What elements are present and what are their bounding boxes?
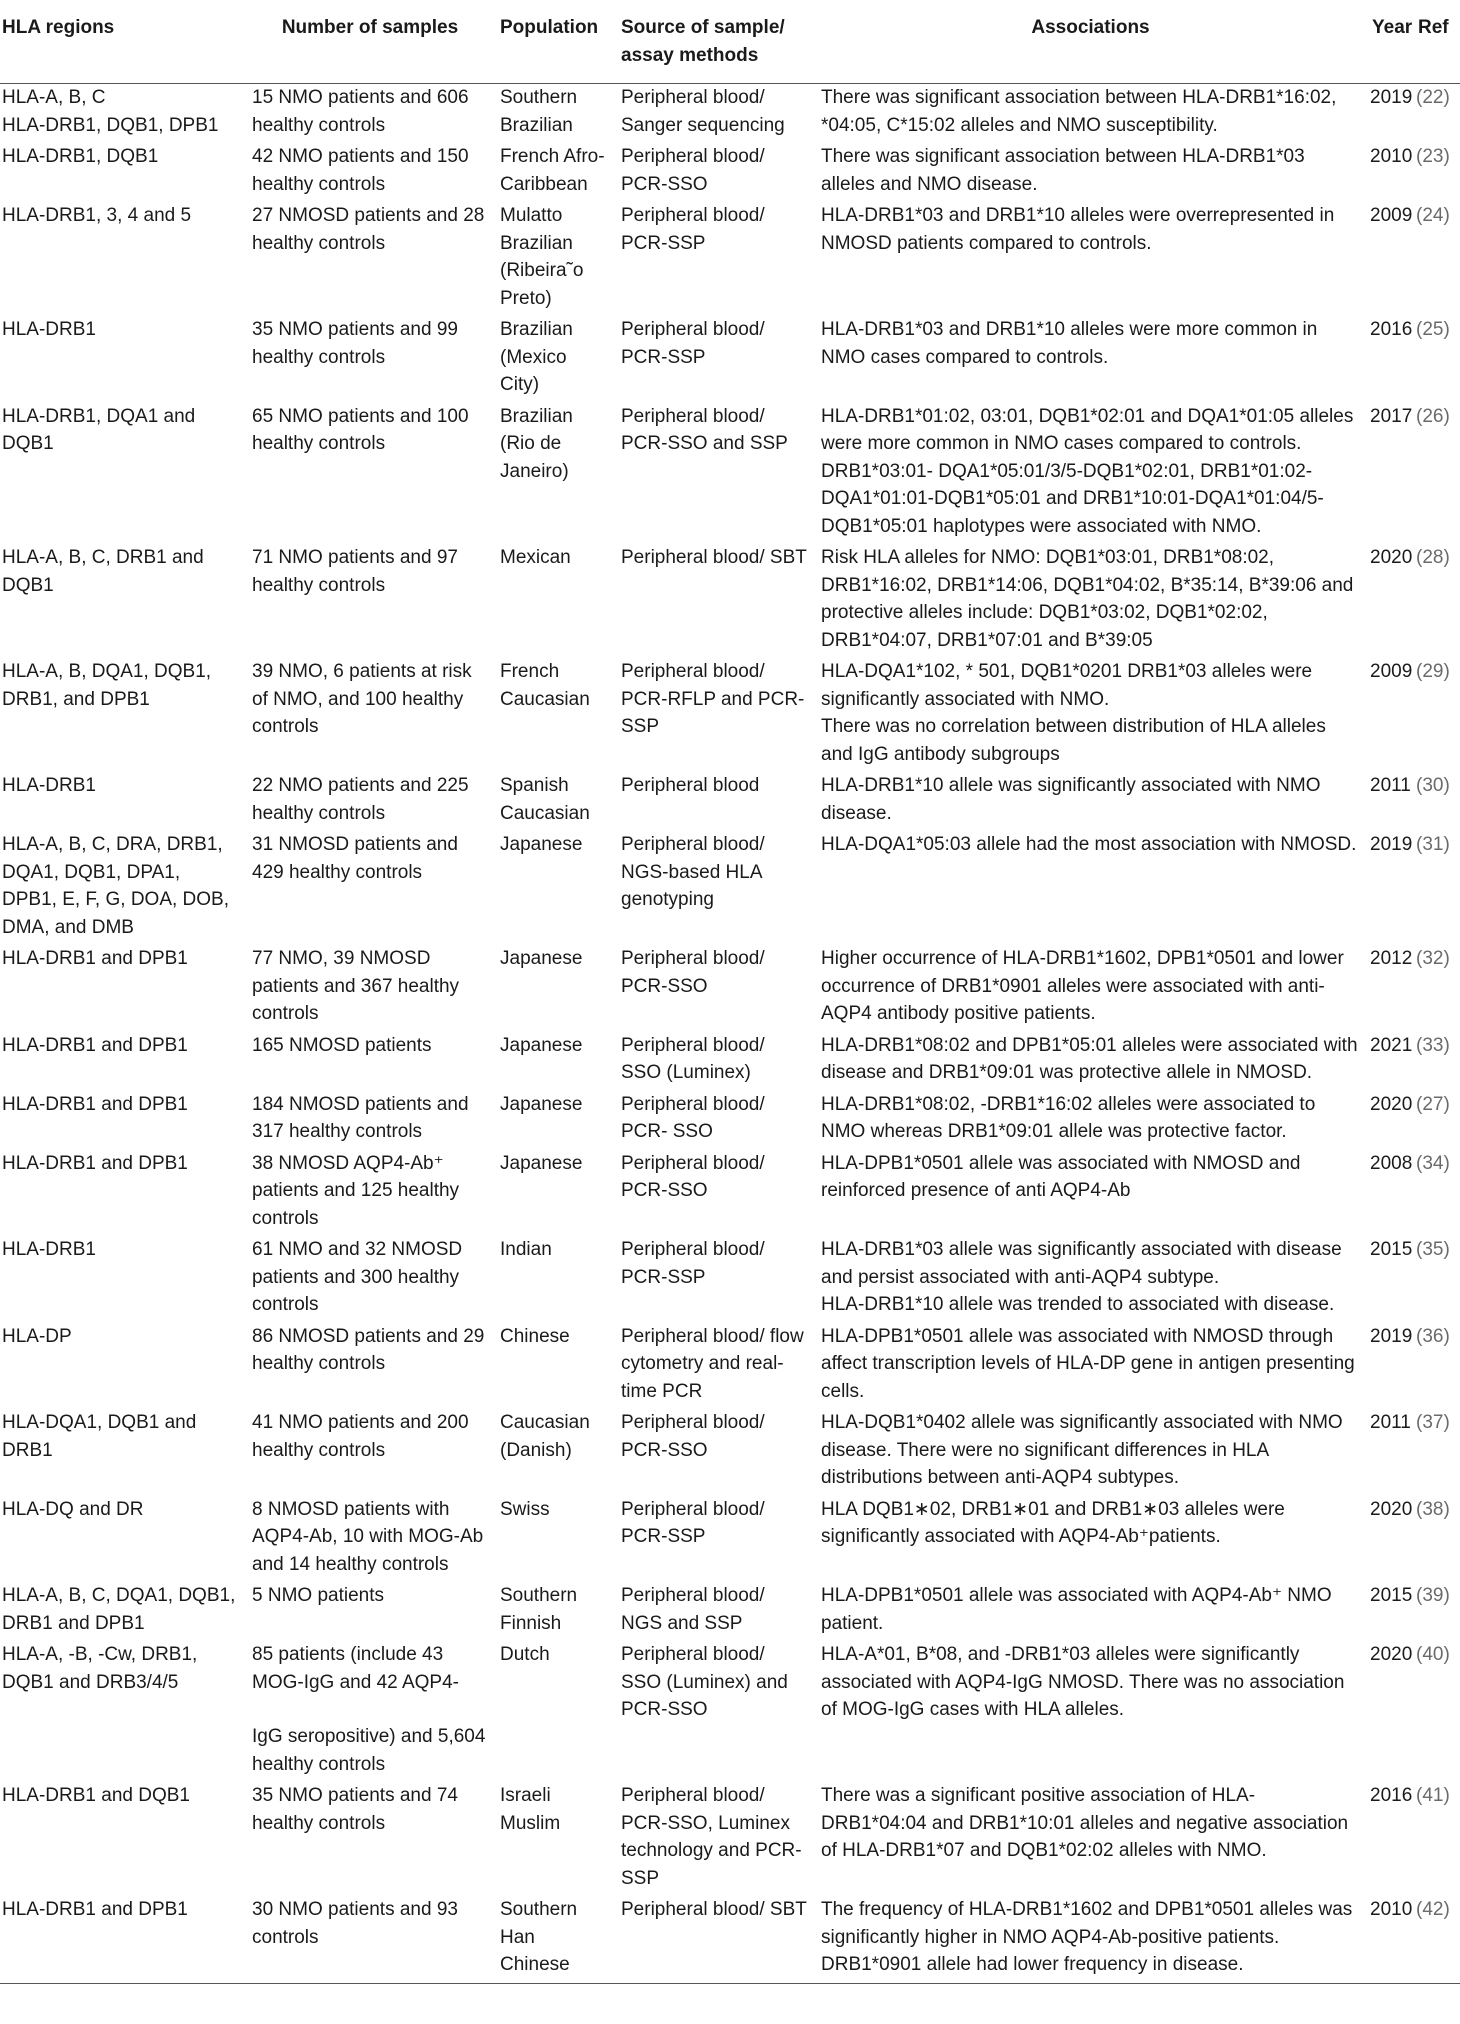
cell-population: Indian <box>500 1239 552 1260</box>
cell-ref: (34) <box>1416 1152 1450 1174</box>
cell-hla-regions <box>0 143 246 202</box>
cell-hla-regions-line: HLA-DRB1 <box>2 1239 96 1260</box>
cell-associations <box>815 143 1366 202</box>
cell-ref: (33) <box>1416 1034 1450 1056</box>
cell-hla-regions-line: HLA-A, B, C, DRB1 and DQB1 <box>2 547 204 596</box>
cell-source: Peripheral blood/ PCR-SSO, Luminex technology and PCR-SSP <box>621 1785 802 1889</box>
cell-population: Chinese <box>500 1325 570 1347</box>
cell-number-of-samples: 30 NMO patients and 93 controls <box>246 1896 494 1983</box>
table-row <box>0 1323 1460 1410</box>
cell-associations <box>815 316 1366 403</box>
cell-hla-regions <box>0 1496 246 1583</box>
cell-number-of-samples: 65 NMO patients and 100 healthy controls <box>252 405 469 454</box>
cell-associations <box>815 1496 1366 1583</box>
cell-hla-regions <box>0 1582 246 1641</box>
cell-number-of-samples <box>246 1641 494 1782</box>
cell-ref: (27) <box>1416 1093 1450 1115</box>
cell-hla-regions <box>0 658 246 772</box>
cell-hla-regions-line: HLA-DRB1 and DPB1 <box>2 1899 188 1920</box>
cell-population: Southern Brazilian <box>500 87 578 136</box>
cell-source: Peripheral blood/ PCR-SSO <box>621 1412 765 1461</box>
cell-source: Peripheral blood/ PCR- SSO <box>621 1093 765 1142</box>
cell-year: 2020 <box>1370 1498 1413 1520</box>
cell-number-of-samples: 165 NMOSD patients <box>252 1034 432 1056</box>
hla-associations-table <box>0 8 1460 1984</box>
cell-hla-regions <box>0 831 246 945</box>
cell-hla-regions-line: HLA-A, B, C <box>2 87 106 108</box>
cell-hla-regions-line: HLA-DQA1, DQB1 and DRB1 <box>2 1412 197 1461</box>
cell-year: 2015 <box>1370 1239 1413 1260</box>
cell-associations <box>815 1032 1366 1091</box>
table-row <box>0 84 1460 144</box>
cell-associations <box>815 1236 1366 1323</box>
cell-associations-line: HLA-DRB1*10 allele was significantly associated with NMO disease. <box>821 775 1321 824</box>
cell-associations <box>815 1782 1366 1896</box>
cell-hla-regions <box>0 544 246 658</box>
header-number-of-samples: Number of samples <box>246 8 494 84</box>
cell-population: Brazilian (Mexico City) <box>500 319 573 395</box>
cell-hla-regions <box>0 1641 246 1782</box>
table-row <box>0 143 1460 202</box>
cell-associations <box>815 1323 1366 1410</box>
cell-population: Mulatto Brazilian (Ribeira˜o Preto) <box>500 205 584 309</box>
cell-associations-line: HLA-DQA1*05:03 allele had the most association with NMOSD. <box>821 834 1357 855</box>
cell-ref: (26) <box>1416 405 1450 427</box>
cell-number-of-samples: 61 NMO and 32 NMOSD patients and 300 healthy controls <box>252 1239 463 1315</box>
cell-hla-regions-line: HLA-DRB1, DQB1, DPB1 <box>2 114 219 136</box>
table-row <box>0 1150 1460 1237</box>
header-row <box>0 8 1460 84</box>
cell-source: Peripheral blood/ SSO (Luminex) <box>621 1034 765 1083</box>
cell-associations-line: The frequency of HLA-DRB1*1602 and DPB1*0501 alleles was significantly higher in NMO AQP4-Ab-positive patients. DRB1*0901 allele had lower frequency in disease. <box>821 1899 1353 1975</box>
cell-source: Peripheral blood/ SBT <box>615 1896 815 1983</box>
cell-source: Peripheral blood/ PCR-RFLP and PCR-SSP <box>621 661 805 737</box>
cell-hla-regions <box>0 945 246 1032</box>
cell-number-of-samples: 35 NMO patients and 74 healthy controls <box>252 1785 458 1834</box>
cell-associations <box>815 1409 1366 1496</box>
cell-number-of-samples: 39 NMO, 6 patients at risk of NMO, and 100 healthy controls <box>252 661 472 737</box>
cell-population: Swiss <box>500 1498 550 1520</box>
cell-associations-line: HLA-DRB1*03 allele was significantly associated with disease and persist associated with anti-AQP4 subtype. <box>821 1239 1342 1288</box>
cell-associations-line: There was a significant positive association of HLA-DRB1*04:04 and DRB1*10:01 alleles and negative association of HLA-DRB1*07 and DQB1*02:02 alleles with NMO. <box>821 1785 1349 1861</box>
cell-source: Peripheral blood/ PCR-SSO and SSP <box>621 405 788 454</box>
table-row <box>0 1409 1460 1496</box>
cell-number-of-samples: 184 NMOSD patients and 317 healthy controls <box>252 1093 469 1142</box>
cell-hla-regions-line: HLA-DRB1 <box>2 319 96 340</box>
cell-hla-regions-line: HLA-DQ and DR <box>2 1498 144 1520</box>
cell-hla-regions-line: HLA-DRB1 <box>2 775 96 796</box>
cell-associations-line: HLA-DRB1*01:02, 03:01, DQB1*02:01 and DQA1*01:05 alleles were more common in NMO cases compared to controls. <box>821 405 1354 454</box>
cell-source: Peripheral blood/ PCR-SSP <box>621 1239 765 1288</box>
cell-hla-regions-line: HLA-A, B, C, DRA, DRB1, DQA1, DQB1, DPA1, DPB1, E, F, G, DOA, DOB, DMA, and DMB <box>2 834 229 938</box>
cell-year: 2019 <box>1370 834 1413 855</box>
cell-year: 2017 <box>1370 405 1413 427</box>
cell-associations <box>815 403 1366 545</box>
cell-ref: (28) <box>1416 547 1450 568</box>
cell-ref: (36) <box>1416 1325 1450 1347</box>
cell-ref: (25) <box>1416 319 1450 340</box>
table-row <box>0 1236 1460 1323</box>
cell-hla-regions-line: HLA-DRB1 and DPB1 <box>2 1034 188 1056</box>
table-row <box>0 403 1460 545</box>
table-header <box>0 8 1460 84</box>
cell-source: Peripheral blood/ PCR-SSP <box>621 1498 765 1547</box>
cell-ref: (30) <box>1416 775 1450 796</box>
table-row <box>0 1496 1460 1583</box>
cell-population: French Caucasian <box>500 661 590 710</box>
table-row <box>0 831 1460 945</box>
cell-hla-regions-line: HLA-DRB1, 3, 4 and 5 <box>2 205 192 226</box>
cell-ref: (22) <box>1416 87 1450 108</box>
cell-source: Peripheral blood/ PCR-SSP <box>621 205 765 254</box>
cell-ref: (39) <box>1416 1585 1450 1606</box>
table-row <box>0 202 1460 316</box>
cell-hla-regions <box>0 403 246 545</box>
table-row <box>0 1582 1460 1641</box>
cell-year: 2008 <box>1370 1152 1413 1174</box>
header-ref: Ref <box>1412 8 1460 84</box>
cell-population: Japanese <box>500 1152 583 1174</box>
cell-associations-line: Higher occurrence of HLA-DRB1*1602, DPB1*0501 and lower occurrence of DRB1*0901 alleles were associated with anti-AQP4 antibody positive patients. <box>821 948 1344 1024</box>
cell-population: Southern Han Chinese <box>494 1896 615 1983</box>
cell-ref: (42) <box>1412 1896 1460 1983</box>
cell-population: Israeli Muslim <box>500 1785 561 1834</box>
cell-number-of-samples: 35 NMO patients and 99 healthy controls <box>252 319 458 368</box>
cell-hla-regions-line: HLA-A, -B, -Cw, DRB1, DQB1 and DRB3/4/5 <box>2 1644 198 1693</box>
cell-ref: (31) <box>1416 834 1450 855</box>
cell-associations-line: HLA-DRB1*03 and DRB1*10 alleles were overrepresented in NMOSD patients compared to controls. <box>821 205 1335 254</box>
cell-ref: (23) <box>1416 146 1450 167</box>
cell-associations <box>815 831 1366 945</box>
cell-population: Japanese <box>500 1093 583 1115</box>
cell-hla-regions <box>0 84 246 144</box>
cell-number-of-samples: 8 NMOSD patients with AQP4-Ab, 10 with MOG-Ab and 14 healthy controls <box>252 1498 484 1575</box>
cell-source: Peripheral blood <box>621 775 760 796</box>
cell-source: Peripheral blood/ PCR-SSO <box>621 1152 765 1201</box>
cell-population: French Afro-Caribbean <box>500 146 605 195</box>
cell-year: 2012 <box>1370 948 1413 969</box>
cell-associations <box>815 945 1366 1032</box>
table-row <box>0 1091 1460 1150</box>
cell-year: 2020 <box>1370 547 1413 568</box>
cell-source: Peripheral blood/ Sanger sequencing <box>621 87 785 136</box>
cell-number-of-samples: 41 NMO patients and 200 healthy controls <box>252 1412 469 1461</box>
cell-population: Japanese <box>500 948 583 969</box>
cell-associations-line: HLA-DPB1*0501 allele was associated with NMOSD and reinforced presence of anti AQP4-Ab <box>821 1152 1301 1201</box>
cell-hla-regions-line: HLA-DP <box>2 1325 72 1347</box>
table-row <box>0 1782 1460 1896</box>
cell-associations-line: HLA-DPB1*0501 allele was associated with NMOSD through affect transcription levels of HLA-DP gene in antigen presenting cells. <box>821 1325 1355 1402</box>
cell-year: 2011 <box>1370 1412 1411 1433</box>
cell-ref: (24) <box>1416 205 1450 226</box>
cell-year: 2020 <box>1370 1093 1413 1115</box>
cell-population: Spanish Caucasian <box>500 775 590 824</box>
cell-population: Japanese <box>500 834 583 855</box>
cell-ref: (41) <box>1416 1785 1450 1806</box>
cell-associations-line: HLA-DRB1*08:02, -DRB1*16:02 alleles were associated to NMO whereas DRB1*09:01 allele was protective factor. <box>821 1093 1316 1142</box>
table-row <box>0 544 1460 658</box>
cell-population: Japanese <box>500 1034 583 1056</box>
cell-ref: (35) <box>1416 1239 1450 1260</box>
cell-ref: (40) <box>1416 1644 1450 1665</box>
cell-number-of-samples: 86 NMOSD patients and 29 healthy controls <box>252 1325 485 1374</box>
table-row <box>0 1032 1460 1091</box>
cell-associations-line: HLA DQB1∗02, DRB1∗01 and DRB1∗03 alleles were significantly associated with AQP4-Ab⁺patients. <box>821 1498 1285 1547</box>
cell-source: Peripheral blood/ NGS and SSP <box>621 1585 765 1634</box>
cell-hla-regions-line: HLA-DRB1 and DQB1 <box>2 1785 190 1806</box>
cell-associations-line: HLA-DQB1*0402 allele was significantly associated with NMO disease. There were no significant differences in HLA distributions between anti-AQP4 subtypes. <box>821 1412 1343 1488</box>
cell-year: 2020 <box>1370 1644 1413 1665</box>
cell-hla-regions-line: HLA-DRB1, DQB1 <box>2 146 159 167</box>
cell-ref: (32) <box>1416 948 1450 969</box>
header-hla-regions: HLA regions <box>0 8 246 84</box>
cell-source: Peripheral blood/ PCR-SSP <box>621 319 765 368</box>
cell-hla-regions <box>0 772 246 831</box>
cell-number-of-samples: 31 NMOSD patients and 429 healthy controls <box>252 834 458 883</box>
cell-associations-line: DRB1*03:01- DQA1*05:01/3/5-DQB1*02:01, DRB1*01:02-DQA1*01:01-DQB1*05:01 and DRB1*10:01-DQA1*01:04/5-DQB1*05:01 haplotypes were associated with NMO. <box>821 460 1324 537</box>
cell-associations <box>815 658 1366 772</box>
cell-source: Peripheral blood/ PCR-SSO <box>621 948 765 997</box>
table-body <box>0 84 1460 1984</box>
cell-gap <box>252 1696 488 1723</box>
cell-ref: (37) <box>1416 1412 1450 1433</box>
cell-population: Caucasian (Danish) <box>500 1412 590 1461</box>
header-associations: Associations <box>815 8 1366 84</box>
cell-population: Southern Finnish <box>500 1585 578 1634</box>
cell-hla-regions <box>0 1896 246 1983</box>
cell-year: 2015 <box>1370 1585 1413 1606</box>
cell-associations <box>815 1641 1366 1782</box>
cell-source: Peripheral blood/ SBT <box>621 547 807 568</box>
cell-population: Mexican <box>500 547 571 568</box>
cell-ref: (29) <box>1416 661 1450 682</box>
cell-hla-regions <box>0 1236 246 1323</box>
cell-associations-line: There was no correlation between distribution of HLA alleles and IgG antibody subgroups <box>821 716 1326 765</box>
cell-associations <box>815 84 1366 144</box>
cell-hla-regions-line: HLA-DRB1 and DPB1 <box>2 1093 188 1115</box>
cell-source: Peripheral blood/ flow cytometry and real-time PCR <box>621 1325 804 1402</box>
header-source: Source of sample/ assay methods <box>615 8 815 84</box>
cell-hla-regions-line: HLA-DRB1, DQA1 and DQB1 <box>2 405 196 454</box>
table-row <box>0 1896 1460 1983</box>
header-population: Population <box>494 8 615 84</box>
cell-year: 2019 <box>1370 1325 1413 1347</box>
cell-associations <box>815 1091 1366 1150</box>
cell-associations-line: There was significant association between HLA-DRB1*03 alleles and NMO disease. <box>821 146 1305 195</box>
cell-number-of-samples: 5 NMO patients <box>252 1585 384 1606</box>
cell-associations <box>815 1896 1366 1983</box>
cell-number-of-samples: 71 NMO patients and 97 healthy controls <box>252 547 458 596</box>
cell-hla-regions <box>0 1409 246 1496</box>
cell-year: 2009 <box>1370 661 1413 682</box>
cell-associations <box>815 1582 1366 1641</box>
table-row <box>0 1641 1460 1782</box>
cell-number-of-samples-line: IgG seropositive) and 5,604 healthy controls <box>252 1726 486 1775</box>
table-row <box>0 658 1460 772</box>
cell-ref: (38) <box>1416 1498 1450 1520</box>
cell-source: Peripheral blood/ NGS-based HLA genotyping <box>621 834 765 910</box>
header-year: Year <box>1366 8 1412 84</box>
cell-population: Dutch <box>500 1644 550 1665</box>
cell-hla-regions <box>0 1782 246 1896</box>
cell-source: Peripheral blood/ SSO (Luminex) and PCR-SSO <box>621 1644 788 1720</box>
cell-hla-regions-line: HLA-DRB1 and DPB1 <box>2 1152 188 1174</box>
cell-hla-regions <box>0 202 246 316</box>
cell-hla-regions <box>0 316 246 403</box>
cell-number-of-samples: 42 NMO patients and 150 healthy controls <box>252 146 469 195</box>
cell-associations <box>815 202 1366 316</box>
cell-source: Peripheral blood/ PCR-SSO <box>621 146 765 195</box>
cell-associations-line: HLA-DRB1*03 and DRB1*10 alleles were more common in NMO cases compared to controls. <box>821 319 1318 368</box>
cell-number-of-samples: 27 NMOSD patients and 28 healthy controls <box>252 205 485 254</box>
cell-associations-line: HLA-DPB1*0501 allele was associated with AQP4-Ab⁺ NMO patient. <box>821 1585 1332 1634</box>
cell-year: 2016 <box>1370 319 1413 340</box>
cell-hla-regions <box>0 1032 246 1091</box>
cell-hla-regions <box>0 1091 246 1150</box>
cell-associations <box>815 1150 1366 1237</box>
cell-number-of-samples: 15 NMO patients and 606 healthy controls <box>252 87 469 136</box>
cell-associations-line: HLA-DRB1*08:02 and DPB1*05:01 alleles were associated with disease and DRB1*09:01 was protective allele in NMOSD. <box>821 1034 1358 1083</box>
table-row <box>0 945 1460 1032</box>
cell-number-of-samples: 77 NMO, 39 NMOSD patients and 367 healthy controls <box>252 948 460 1024</box>
cell-year: 2009 <box>1370 205 1413 226</box>
cell-hla-regions <box>0 1150 246 1237</box>
cell-year: 2016 <box>1370 1785 1413 1806</box>
cell-associations-line: HLA-A*01, B*08, and -DRB1*03 alleles were significantly associated with AQP4-IgG NMOSD. There was no association of MOG-IgG cases with HLA alleles. <box>821 1644 1345 1720</box>
cell-year: 2011 <box>1370 775 1411 796</box>
cell-number-of-samples: 22 NMO patients and 225 healthy controls <box>252 775 469 824</box>
table-row <box>0 772 1460 831</box>
cell-associations-line: Risk HLA alleles for NMO: DQB1*03:01, DRB1*08:02, DRB1*16:02, DRB1*14:06, DQB1*04:02, B*35:14, B*39:06 and protective alleles include: DQB1*03:02, DQB1*02:02, DRB1*04:07, DRB1*07:01 and B*39:05 <box>821 547 1354 651</box>
cell-number-of-samples-line: 85 patients (include 43 MOG-IgG and 42 AQP4- <box>252 1644 459 1693</box>
cell-hla-regions-line: HLA-A, B, DQA1, DQB1, DRB1, and DPB1 <box>2 661 212 710</box>
cell-year: 2021 <box>1370 1034 1413 1056</box>
cell-hla-regions-line: HLA-A, B, C, DQA1, DQB1, DRB1 and DPB1 <box>2 1585 236 1634</box>
cell-year: 2010 <box>1370 146 1413 167</box>
cell-year: 2019 <box>1370 87 1413 108</box>
cell-associations-line: HLA-DQA1*102, * 501, DQB1*0201 DRB1*03 alleles were significantly associated with NMO. <box>821 661 1313 710</box>
cell-associations <box>815 544 1366 658</box>
cell-year: 2010 <box>1366 1896 1412 1983</box>
cell-number-of-samples: 38 NMOSD AQP4-Ab⁺ patients and 125 healthy controls <box>252 1152 460 1229</box>
cell-hla-regions-line: HLA-DRB1 and DPB1 <box>2 948 188 969</box>
cell-hla-regions <box>0 1323 246 1410</box>
table-row <box>0 316 1460 403</box>
cell-population: Brazilian (Rio de Janeiro) <box>500 405 573 482</box>
cell-associations-line: HLA-DRB1*10 allele was trended to associated with disease. <box>821 1294 1335 1315</box>
cell-associations <box>815 772 1366 831</box>
cell-associations-line: There was significant association between HLA-DRB1*16:02, *04:05, C*15:02 alleles and NMO susceptibility. <box>821 87 1337 136</box>
